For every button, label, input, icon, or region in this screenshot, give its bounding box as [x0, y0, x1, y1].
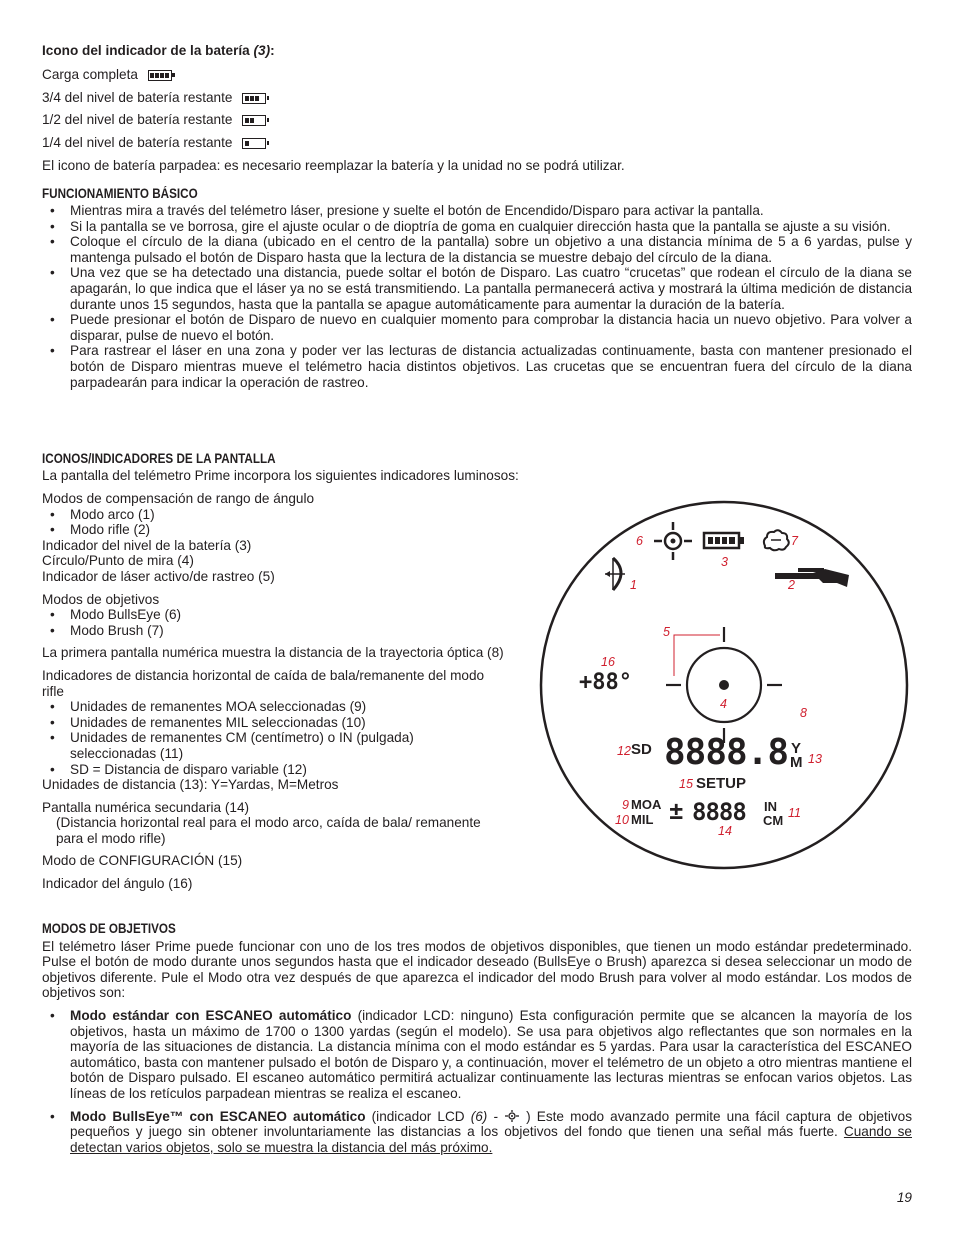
battery-row-label: 3/4 del nivel de batería restante: [42, 90, 233, 105]
list-item: • SD = Distancia de disparo variable (12): [42, 762, 482, 778]
callout-label: 12: [617, 744, 631, 758]
lcd-plus-minus: ±: [669, 797, 684, 825]
callout-label: 15: [679, 777, 693, 791]
list-item: • Coloque el círculo de la diana (ubicado en el centro de la pantalla) sobre un objetivo a una distancia mínima de 5 a 6 yardas, pulse y mantenga pulsado el botón de Disparo hasta que la lectura de la distancia se muestre debajo del círculo de la diana.: [42, 234, 912, 265]
list-item: • Modo BullsEye (6): [42, 607, 522, 623]
lcd-moa: MOA: [631, 797, 662, 812]
holdover-label: Indicadores de distancia horizontal de caída de bala/remanente del modo rifle: [42, 667, 485, 699]
lcd-battery-icon: [704, 533, 744, 548]
bullseye-inline-icon: [504, 1110, 520, 1122]
angle-modes-label: Modos de compensación de rango de ángulo: [42, 491, 315, 506]
battery-row-quarter: [42, 135, 266, 151]
primary-display-label: La primera pantalla numérica muestra la distancia de la trayectoria óptica (8): [42, 645, 504, 661]
list-item: • Para rastrear el láser en una zona y poder ver las lecturas de distancia actualizadas continuamente, basta con mantener presionado el botón de Disparo mientras mueve el telémetro hacia distintos objetivos. Las crucetas que se encuentran fuera del círculo de la diana parpadearán para indicar la operación de rastreo.: [42, 343, 912, 390]
callout-label: 3: [721, 555, 728, 569]
list-item: • Modo Brush (7): [42, 623, 522, 639]
modes-section: [42, 921, 912, 1155]
battery-heading-text: Icono del indicador de la batería: [42, 43, 250, 58]
secondary-label: Pantalla numérica secundaria (14): [42, 799, 250, 815]
mode-bullseye-ref: (6) -: [470, 1108, 505, 1124]
list-item: • Una vez que se ha detectado una distancia, puede soltar el botón de Disparo. Las cuatro “crucetas” que rodean el círculo de la diana se apagarán, lo que indica que el láser ya no se está transmitiendo. La pantalla permanecerá activa y mostrará la última medición de distancia durante unos 15 segundos, hasta que la pantalla se apague automáticamente para aumentar la duración de la batería.: [42, 265, 912, 312]
battery-row-label: Carga completa: [42, 67, 138, 82]
battery-heading: [42, 43, 275, 59]
list-item: • Modo rifle (2): [42, 522, 522, 538]
basic-heading: FUNCIONAMIENTO BÁSICO: [42, 186, 198, 201]
callout-5-line: [674, 635, 720, 676]
lcd-angle-readout: +88°: [579, 670, 632, 695]
units-label: Unidades de distancia (13): Y=Yardas, M=Metros: [42, 777, 339, 793]
lcd-secondary-readout: 8888: [692, 798, 746, 826]
lcd-main-readout: 8888.8: [664, 732, 789, 773]
callout-label: 6: [636, 534, 643, 548]
target-modes-list: [42, 607, 522, 638]
battery-heading-colon: :: [270, 43, 275, 58]
battery-three-quarter-icon: [242, 93, 266, 104]
list-item: • Modo arco (1): [42, 507, 522, 523]
callout-label: 2: [788, 578, 795, 592]
angle-modes-list: [42, 507, 522, 538]
callout-label: 7: [791, 534, 798, 548]
battery-blink-note: El icono de batería parpadea: es necesario reemplazar la batería y la unidad no se podrá utilizar.: [42, 158, 625, 173]
angle-indicator-label: Indicador del ángulo (16): [42, 876, 193, 892]
reticle-label: Círculo/Punto de mira (4): [42, 553, 194, 569]
callout-label: 13: [808, 752, 822, 766]
target-modes-label: Modos de objetivos: [42, 591, 160, 607]
modes-list: [42, 1008, 912, 1155]
mode-bullseye-title: Modo BullsEye™ con ESCANEO automático: [70, 1108, 366, 1124]
reticle-dot-icon: [719, 680, 729, 690]
lcd-setup: SETUP: [696, 775, 747, 792]
callout-label: 14: [718, 824, 732, 838]
battery-quarter-icon: [242, 138, 266, 149]
battery-half-icon: [242, 115, 266, 126]
battery-indicator-label: Indicador del nivel de la batería (3): [42, 537, 252, 553]
callout-label: 16: [601, 655, 615, 669]
battery-row-three-quarter: [42, 90, 266, 106]
lcd-diagram: [535, 500, 913, 870]
battery-row-half: [42, 112, 266, 128]
mode-bullseye-text-1: (indicador LCD: [365, 1108, 471, 1124]
list-item: [42, 1008, 912, 1102]
callout-label: 9: [622, 798, 629, 812]
list-item: • Unidades de remanentes MIL seleccionadas (10): [42, 715, 482, 731]
rifle-icon: [775, 568, 849, 587]
list-item: • Unidades de remanentes MOA seleccionadas (9): [42, 699, 482, 715]
battery-full-icon: [148, 70, 172, 81]
laser-label: Indicador de láser activo/de rastreo (5): [42, 568, 275, 584]
list-item: • Mientras mira a través del telémetro láser, presione y suelte el botón de Encendido/Disparo para activar la pantalla.: [42, 203, 912, 219]
callout-label: 11: [788, 806, 801, 820]
modes-heading: MODOS DE OBJETIVOS: [42, 921, 176, 936]
mode-bullseye-text-2: ) Este modo avanzado permite una fácil captura de objetivos pequeños y juego sin obtener involuntariamente las distancias a los objetivos del fondo que tienen una señal más fuerte.: [70, 1108, 912, 1140]
icons-heading: ICONOS/INDICADORES DE LA PANTALLA: [42, 451, 276, 466]
callout-label: 1: [630, 578, 637, 592]
bullseye-icon: [654, 522, 692, 560]
modes-intro: El telémetro láser Prime puede funcionar con uno de los tres modos de objetivos disponibles, que tienen un modo estándar predeterminado. Pulse el botón de modo durante unos segundos hasta que el indicador deseado (BullsEye o Brush) aparezca si desea seleccionar un modo de objetivos diferente. Pule el Modo otra vez después de que aparezca el indicador del modo Brush para volver al modo estándar. Los modos de objetivos son:: [42, 938, 912, 1001]
holdover-list: [42, 699, 482, 777]
mode-standard-text: (indicador LCD: ninguno) Esta configuración permite que se alcancen la mayoría de los objetivos, hasta un máximo de 1700 o 1300 yardas (según el modelo). Se usa para objetivos algo reflectantes que son normales en la mayoría de las situaciones de distancia. La distancia mínima con el modo estándar es 5 yardas. Para usar la característica del ESCANEO automático, basta con mantener pulsado el botón de Disparo y, a continuación, mover el telémetro de un objeto a otro mientras mantiene el botón de Disparo pulsado. El escaneo automático permitirá actualizar continuamente las lecturas mientras se enfocan varios objetos. Las líneas de los retículos parpadean mientras se realiza el escaneo.: [70, 1007, 912, 1101]
callout-label: 5: [663, 625, 670, 639]
callout-label: 4: [720, 697, 727, 711]
battery-row-label: 1/4 del nivel de batería restante: [42, 135, 233, 150]
list-item: [42, 1109, 912, 1156]
battery-heading-ref: (3): [253, 43, 271, 58]
battery-row-full: [42, 67, 172, 83]
mode-bullseye-underline: Cuando se detectan varios objetos, solo se muestra la distancia del más próximo.: [70, 1124, 912, 1155]
page-number: 19: [896, 1190, 912, 1205]
lcd-mil: MIL: [631, 812, 654, 827]
battery-row-label: 1/2 del nivel de batería restante: [42, 112, 233, 127]
mode-standard-title: Modo estándar con ESCANEO automático: [70, 1007, 352, 1023]
icons-list-block: [42, 491, 522, 892]
bow-icon: [605, 558, 625, 590]
setup-label: Modo de CONFIGURACIÓN (15): [42, 853, 243, 869]
lcd-sd: SD: [631, 741, 652, 758]
lcd-meters: M: [790, 754, 803, 771]
lcd-yards: Y: [791, 740, 802, 757]
secondary-note: (Distancia horizontal real para el modo arco, caída de bala/ remanente para el modo rifle): [56, 815, 481, 846]
brush-icon: [764, 530, 789, 550]
lcd-inches: IN: [764, 799, 777, 814]
list-item: • Unidades de remanentes CM (centímetro) o IN (pulgada) seleccionadas (11): [42, 730, 482, 761]
list-item: • Si la pantalla se ve borrosa, gire el ajuste ocular o de dioptría de goma en cualquier dirección hasta que la pantalla se ajuste a su visión.: [42, 219, 912, 235]
icons-intro: La pantalla del telémetro Prime incorpora los siguientes indicadores luminosos:: [42, 468, 519, 483]
callout-label: 8: [800, 706, 807, 720]
lcd-centimeters: CM: [763, 813, 784, 828]
list-item: • Puede presionar el botón de Disparo de nuevo en cualquier momento para comprobar la distancia hacia un nuevo objetivo. Para volver a disparar, pulse de nuevo el botón.: [42, 312, 912, 343]
callout-label: 10: [615, 813, 629, 827]
basic-list: [42, 203, 912, 390]
